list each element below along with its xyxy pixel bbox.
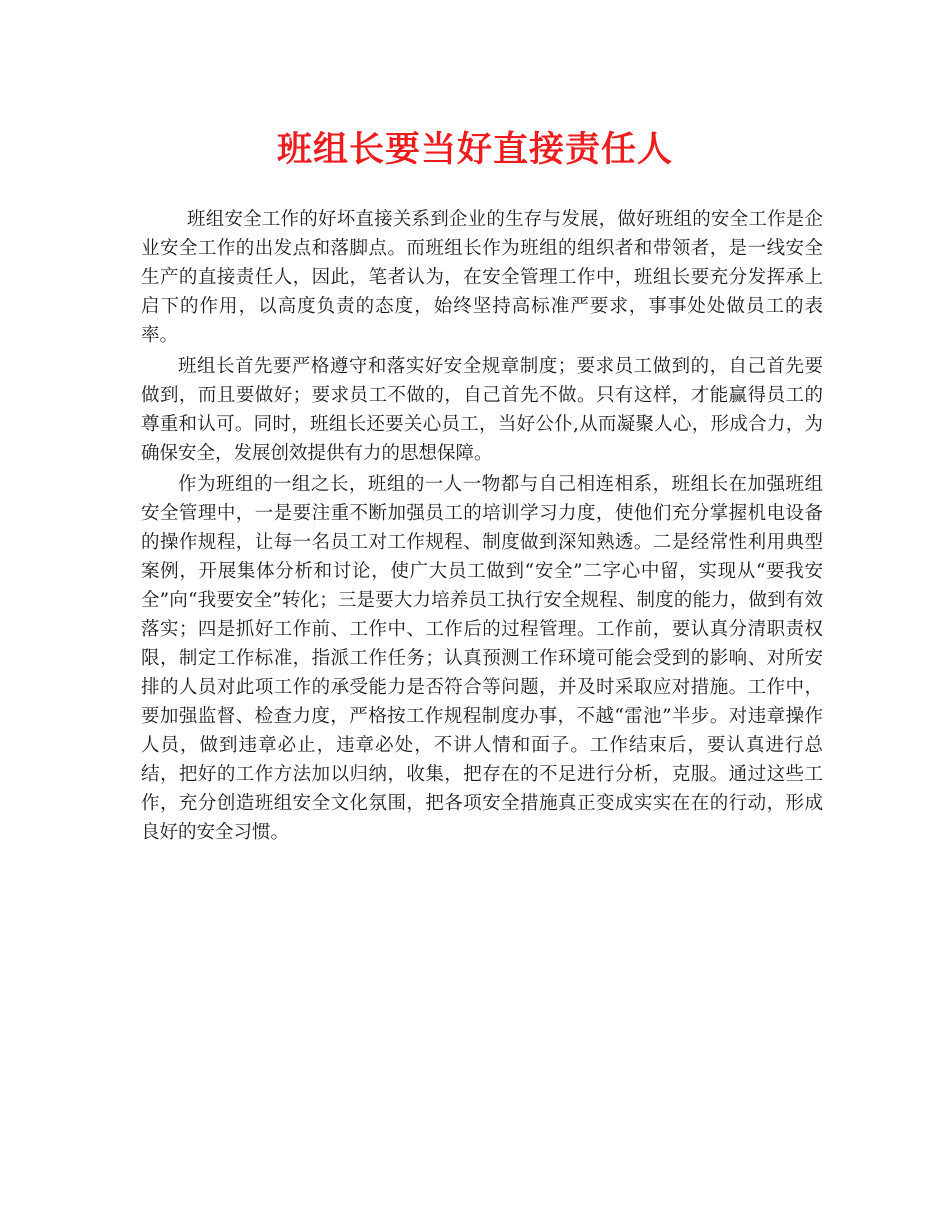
paragraph-2: 班组长首先要严格遵守和落实好安全规章制度；要求员工做到的，自己首先要做到，而且要做好；要求员工不做的，自己首先不做。只有这样，才能赢得员工的尊重和认可。同时，班组长还要关心员工，当好公仆,从而凝聚人心，形成合力，为确保安全，发展创效提供有力的思想保障。 [141,356,823,464]
document-title: 班组长要当好直接责任人 [276,129,673,170]
paragraph-1: 班组安全工作的好坏直接关系到企业的生存与发展，做好班组的安全工作是企业安全工作的出发点和落脚点。而班组长作为班组的组织者和带领者，是一线安全生产的直接责任人，因此，笔者认为，在安全管理工作中，班组长要充分发挥承上启下的作用，以高度负责的态度，始终坚持高标准严要求，事事处处做员工的表率。 [141,209,823,346]
paragraph-3: 作为班组的一组之长，班组的一人一物都与自己相连相系，班组长在加强班组安全管理中，一是要注重不断加强员工的培训学习力度，使他们充分掌握机电设备的操作规程，让每一名员工对工作规程、制度做到深知熟透。二是经常性利用典型案例，开展集体分析和讨论，使广大员工做到“安全”二字心中留，实现从“要我安全”向“我要安全”转化；三是要大力培养员工执行安全规程、制度的能力，做到有效落实；四是抓好工作前、工作中、工作后的过程管理。工作前，要认真分清职责权限，制定工作标准，指派工作任务；认真预测工作环境可能会受到的影响、对所安排的人员对此项工作的承受能力是否符合等问题，并及时采取应对措施。工作中，要加强监督、检查力度，严格按工作规程制度办事，不越“雷池”半步。对违章操作人员，做到违章必止，违章必处，不讲人情和面子。工作结束后，要认真进行总结，把好的工作方法加以归纳，收集，把存在的不足进行分析，克服。通过这些工作，充分创造班组安全文化氛围，把各项安全措施真正变成实实在在的行动，形成良好的安全习惯。 [141,474,823,843]
document-body [141,205,823,849]
